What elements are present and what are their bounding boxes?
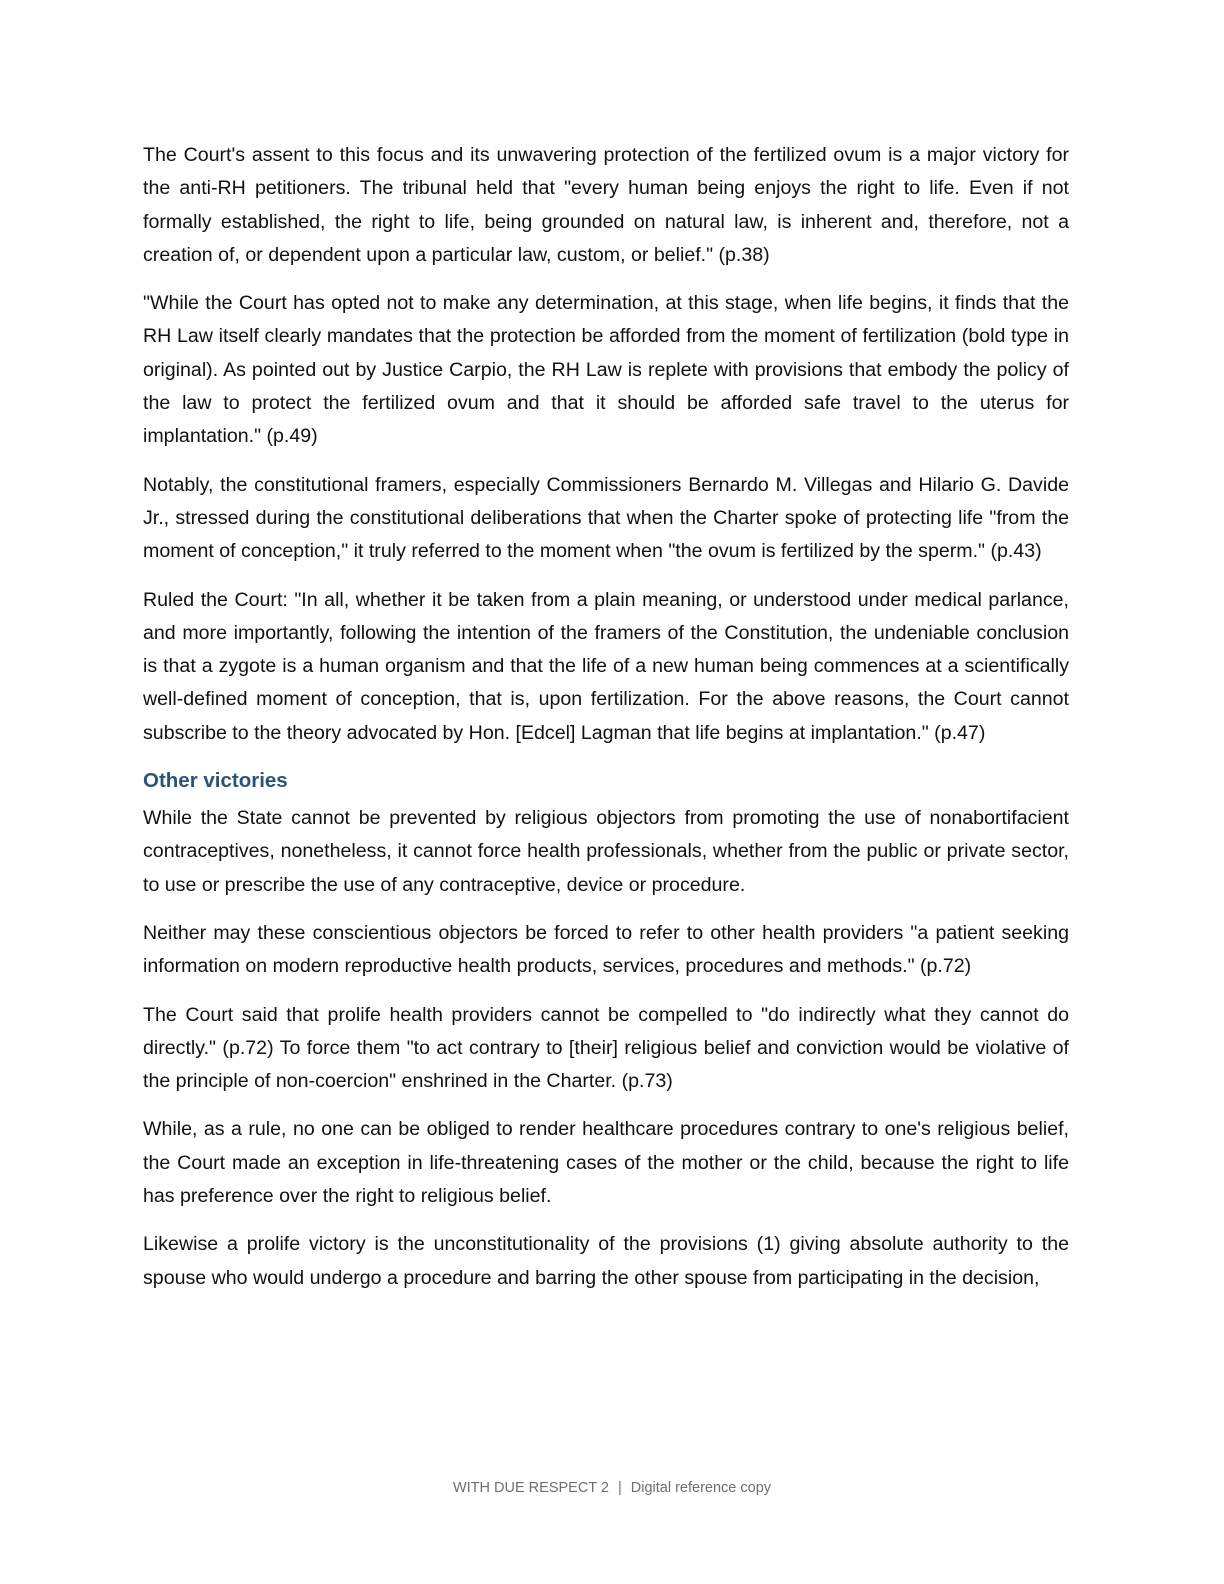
paragraph-life-threatening-exception: While, as a rule, no one can be obliged to render healthcare procedures contrary to one's religious belief, the Court made an exception in life-threatening cases of the mother or the child, because the right to life has preference over the right to religious belief. [143,1118,1069,1208]
paragraph-court-assent: The Court's assent to this focus and its unwavering protection of the fertilized ovum is a major victory for the anti-RH petitioners. The tribunal held that "every human being enjoys the right to life. Even if not formally established, the right to life, being grounded on natural law, is inherent and, therefore, not a creation of, or dependent upon a particular law, custom, or belief." (p.38) [143,144,1069,266]
section-heading-other-victories: Other victories [143,769,288,793]
paragraph-ruled-the-court: Ruled the Court: "In all, whether it be taken from a plain meaning, or understood under medical parlance, and more importantly, following the intention of the framers of the Constitution, the undeniable conclusion is that a zygote is a human organism and that the life of a new human being commences at a scientifically well-defined moment of conception, that is, upon fertilization. For the above reasons, the Court cannot subscribe to the theory advocated by Hon. [Edcel] Lagman that life begins at implantation." (p.47) [143,588,1069,744]
document-body [143,139,1069,1310]
paragraph-rh-law-mandate: "While the Court has opted not to make any determination, at this stage, when life begins, it finds that the RH Law itself clearly mandates that the protection be afforded from the moment of fertilization (bold type in original). As pointed out by Justice Carpio, the RH Law is replete with provisions that embody the policy of the law to protect the fertilized ovum and that it should be afforded safe travel to the uterus for implantation." (p.49) [143,292,1069,448]
paragraph-prolife-providers: The Court said that prolife health providers cannot be compelled to "do indirectly what they cannot do directly." (p.72) To force them "to act contrary to [their] religious belief and conviction would be violative of the principle of non-coercion" enshrined in the Charter. (p.73) [143,1003,1069,1093]
paragraph-constitutional-framers: Notably, the constitutional framers, especially Commissioners Bernardo M. Villegas and Hilario G. Davide Jr., stressed during the constitutional deliberations that when the Charter spoke of protecting life "from the moment of conception," it truly referred to the moment when "the ovum is fertilized by the sperm." (p.43) [143,473,1069,563]
page-footer [0,1478,1224,1498]
paragraph-spousal-authority: Likewise a prolife victory is the unconstitutionality of the provisions (1) giving absolute authority to the spouse who would undergo a procedure and barring the other spouse from participating in the decision, [143,1233,1069,1289]
paragraph-religious-objectors: While the State cannot be prevented by religious objectors from promoting the use of nonabortifacient contraceptives, nonetheless, it cannot force health professionals, whether from the public or private sector, to use or prescribe the use of any contraceptive, device or procedure. [143,807,1069,896]
footer-separator: | [618,1480,622,1496]
footer-note: Digital reference copy [630,1480,772,1496]
paragraph-conscientious-objectors: Neither may these conscientious objectors be forced to refer to other health providers "a patient seeking information on modern reproductive health products, services, procedures and methods." (p.72) [143,921,1069,978]
footer-title: WITH DUE RESPECT 2 [452,1480,609,1496]
